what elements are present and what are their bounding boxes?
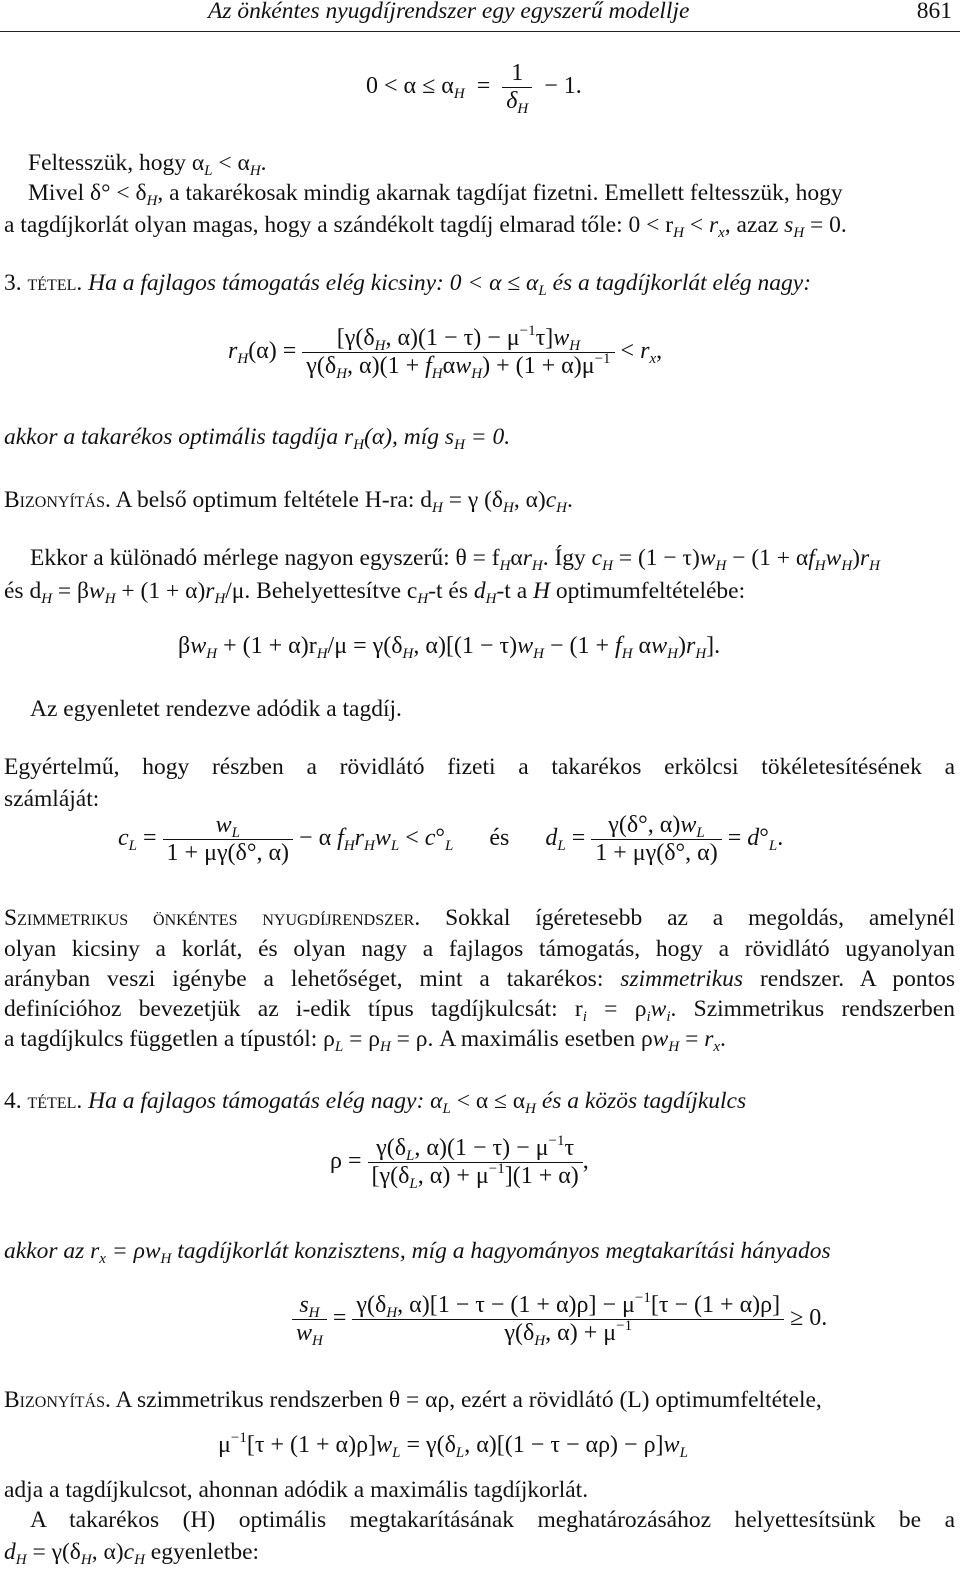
paragraph-es: és $d_H = \beta w_H + (1 + \alpha)r_H/\mu$. Behelyettesítve $c_H-t$ és $d_H-t$ a H optimumfeltételébe: xyxy=(4,578,746,607)
symmetric-text-4: definícióhoz bevezetjük az i-edik típus tagdíjkulcsát: r xyxy=(4,996,583,1022)
fraction: $\frac{s_H}{w_H}$ xyxy=(292,1292,327,1347)
proof-2 xyxy=(4,1387,822,1414)
assumption-text: Feltesszük, hogy α xyxy=(28,150,205,176)
symmetric-text-3c: rendszer. A pontos xyxy=(759,966,956,992)
paragraph-rendezve: Az egyenletet rendezve adódik a tagdíj. xyxy=(30,696,402,722)
theorem-4-conclusion-text2: tagdíjkorlát konzisztens, míg a hagyományos megtakarítási hányados xyxy=(177,1238,831,1264)
ekkor-text: Ekkor a különadó mérlege nagyon egyszerű: θ = f xyxy=(30,545,500,571)
theorem-4-text: Ha a fajlagos támogatás elég nagy: α xyxy=(88,1088,443,1114)
proof-1: Bizonyítás. A belső optimum feltétele H-ra: $d_H = \gamma$ ($\delta_H$, $\alpha)c_H$. xyxy=(4,487,573,516)
symmetric-text-3b: szimmetrikus xyxy=(620,966,744,992)
paragraph-ekkor: Ekkor a különadó mérlege nagyon egyszerű: $\theta = f_H\alpha r_H$. Így $c_H = (1 - \tau)w_H - (1 + \alpha f_Hw_H)r_H$ xyxy=(30,545,880,574)
equation-savings-ratio: $\frac{s_H}{w_H}$ = $\frac{\gamma(\delta_H, \alpha)[1 - \tau - (1 + \alpha)\rho] - \mu^{-1}[\tau - (1 + \alpha)\rho]}{\gamma(\delta_H, \alpha) + \mu^{-1}}$ ≥ 0. xyxy=(292,1292,827,1347)
theorem-4-conclusion-text: akkor az r xyxy=(4,1238,100,1264)
paragraph-limit: a tagdíjkorlát olyan magas, hogy a szándékolt tagdíj elmarad tőle: $0 < r_H < r_x$, azaz $s_H = 0$. xyxy=(4,212,847,241)
es-text: és d xyxy=(4,578,42,604)
since-text-a: Mivel δ° < δ xyxy=(28,180,147,206)
word-es: és xyxy=(489,825,510,852)
page-number: 861 xyxy=(916,0,952,24)
paragraph-last-1: A takarékos (H) optimális megtakarításának meghatározásához helyettesítsünk be a xyxy=(30,1507,955,1533)
paragraph-symmetric-4: definícióhoz bevezetjük az i-edik típus tagdíjkulcsát: $r_i = \rho_iw_i$. Szimmetrikus rendszerben xyxy=(4,996,955,1025)
equation-alpha-bound: $0 < \alpha \le \alpha_H$ = $\frac{1}{\delta_H}$ − 1. xyxy=(366,60,582,117)
fraction: $\frac{w_L}{1 + \mu\gamma(\delta^\circ, \alpha)}$ xyxy=(163,812,293,867)
fraction: $\frac{1}{\delta_H}$ xyxy=(502,60,532,115)
symmetric-text-4b: Szimmetrikus rendszerben xyxy=(693,996,955,1022)
running-header-title: Az önkéntes nyugdíjrendszer egy egyszerű modellje xyxy=(208,0,690,24)
fraction: $\frac{\gamma(\delta_L, \alpha)(1 - \tau) - \mu^{-1}\tau}{[\gamma(\delta_L, \alpha) + \mu^{-1}](1 + \alpha)}$ xyxy=(368,1135,583,1190)
theorem-3-text2: és a tagdíjkorlát elég nagy: xyxy=(552,270,812,296)
symmetric-text-1: Sokkal ígéretesebb az a megoldás, amelynél xyxy=(445,905,956,931)
fraction: $\frac{\gamma(\delta_H, \alpha)[1 - \tau - (1 + \alpha)\rho] - \mu^{-1}[\tau - (1 + \alpha)\rho]}{\gamma(\delta_H, \alpha) + \mu^{-1}}$ xyxy=(352,1292,784,1347)
fraction: $\frac{[\gamma(\delta_H, \alpha)(1 - \tau) - \mu^{-1}\tau]w_H}{\gamma(\delta_H, \alpha)(1 + f_H\alpha w_H) + (1 + \alpha)\mu^{-1}}$ xyxy=(302,325,614,380)
equation-theorem-3: $r_H(\alpha)$ = $\frac{[\gamma(\delta_H, \alpha)(1 - \tau) - \mu^{-1}\tau]w_H}{\gamma(\delta_H, \alpha)(1 + f_H\alpha w_H) + (1 + \alpha)\mu^{-1}}$ < $r_x$, xyxy=(228,323,663,382)
symmetric-text-5: a tagdíjkulcs független a típustól: ρ xyxy=(4,1026,335,1052)
paragraph-egyertelmu-1: Egyértelmű, hogy részben a rövidlátó fizeti a takarékos erkölcsi tökéletesítésének a xyxy=(4,754,955,780)
equation-lhs: 0 < α ≤ α xyxy=(366,73,454,100)
paragraph-symmetric-5: a tagdíjkulcs független a típustól: $\rho_L = \rho_H = \rho$. A maximális esetben $\rho w_H = r_x$. xyxy=(4,1026,726,1055)
theorem-3-text: Ha a fajlagos támogatás elég kicsiny: 0 < α ≤ α xyxy=(88,270,539,296)
proof-1-text: A belső optimum feltétele H-ra: d xyxy=(115,487,432,513)
theorem-4: 4. tétel. Ha a fajlagos támogatás elég nagy: $\alpha_L < \alpha \le \alpha_H$ és a közös tagdíjkulcs xyxy=(4,1088,747,1117)
paragraph-symmetric-2: olyan kicsiny a korlát, és olyan nagy a fajlagos támogatás, hogy a rövidlátó ugyanolyan xyxy=(4,936,955,962)
fraction: $\frac{\gamma(\delta^\circ, \alpha)w_L}{1 + \mu\gamma(\delta^\circ, \alpha)}$ xyxy=(591,812,721,867)
equation-rho: ρ = $\frac{\gamma(\delta_L, \alpha)(1 - \tau) - \mu^{-1}\tau}{[\gamma(\delta_L, \alpha) + \mu^{-1}](1 + \alpha)}$ , xyxy=(330,1133,589,1192)
theorem-3-conclusion-text: akkor a takarékos optimális tagdíja r xyxy=(4,424,354,450)
paragraph-adja: adja a tagdíjkulcsot, ahonnan adódik a maximális tagdíjkorlát. xyxy=(4,1477,589,1503)
proof-1-label: Bizonyítás. xyxy=(4,487,111,513)
header-rule xyxy=(0,31,960,32)
theorem-4-conclusion: akkor az $r_x = \rho w_H$ tagdíjkorlát konzisztens, míg a hagyományos megtakarítási hányados xyxy=(4,1238,831,1267)
proof-2-text: A szimmetrikus rendszerben θ = αρ, ezért a rövidlátó (L) optimumfeltétele, xyxy=(115,1387,822,1413)
behely-text: Behelyettesítve c xyxy=(256,578,418,604)
theorem-4-text2: és a közös tagdíjkulcs xyxy=(541,1088,747,1114)
paragraph-since: Mivel $\delta^\circ < \delta_H$, a takarékosak mindig akarnak tagdíjat fizetni. Emellett feltesszük, hogy xyxy=(28,180,843,209)
symmetric-label: Szimmetrikus önkéntes nyugdíjrendszer. xyxy=(4,905,421,931)
proof-2-label: Bizonyítás. xyxy=(4,1387,111,1413)
paragraph-last-2: $d_H = \gamma(\delta_H$, $\alpha)c_H$ egyenletbe: xyxy=(4,1539,260,1568)
theorem-3: 3. tétel. Ha a fajlagos támogatás elég kicsiny: $0 < \alpha \le \alpha_L$ és a tagdíjkorlát elég nagy: xyxy=(4,270,812,299)
equation-optimum-L: $\mu^{-1}[\tau + (1 + \alpha)\rho]w_L = \gamma(\delta_L$, $\alpha)[(1 - \tau - \alpha\rho) - \rho]w_L$ xyxy=(218,1430,688,1461)
symmetric-text-3a: arányban veszi igénybe a lehetőséget, mint a takarékos: xyxy=(4,966,604,992)
paragraph-assumption: Feltesszük, hogy $\alpha_L < \alpha_H$. xyxy=(28,150,267,179)
paragraph-egyertelmu-2: számláját: xyxy=(4,786,100,812)
paragraph-symmetric-3 xyxy=(4,966,955,993)
limit-text: a tagdíjkorlát olyan magas, hogy a szándékolt tagdíj elmarad tőle: 0 < r xyxy=(4,212,674,238)
last-text-2: egyenletbe: xyxy=(150,1539,260,1565)
paragraph-symmetric-1 xyxy=(4,905,955,932)
since-text-b: , a takarékosak mindig akarnak tagdíjat fizetni. Emellett feltesszük, hogy xyxy=(157,180,843,206)
equation-optimum-H: $\beta w_H + (1 + \alpha)r_H/\mu = \gamma(\delta_H$, $\alpha)[(1 - \tau)w_H - (1 + f_H$ $\alpha w_H)r_H$]. xyxy=(178,633,721,662)
theorem-3-label: 3. tétel. xyxy=(4,270,83,296)
theorem-3-conclusion: akkor a takarékos optimális tagdíja $r_H(\alpha)$, míg $s_H = 0$. xyxy=(4,424,511,453)
equation-myopic-L: $c_L$ = $\frac{w_L}{1 + \mu\gamma(\delta^\circ, \alpha)}$ − α $f_Hr_Hw_L < c^\circ_L$ és $d_L$ = $\frac{\gamma(\delta^\circ, \alpha)w_L}{1 + \mu\gamma(\delta^\circ, \alpha)}$ = $d^\circ_L$. xyxy=(118,812,784,866)
theorem-4-label: 4. tétel. xyxy=(4,1088,83,1114)
